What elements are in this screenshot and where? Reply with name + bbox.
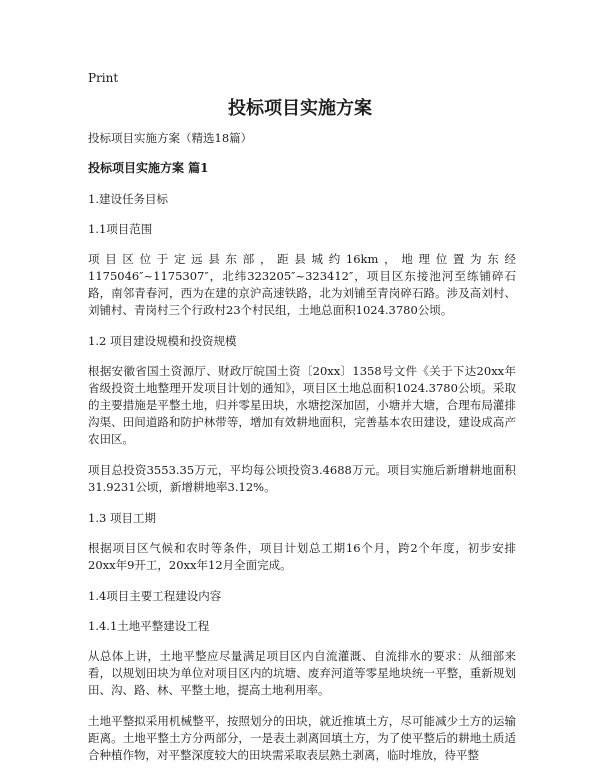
body-paragraph: 从总体上讲，土地平整应尽量满足项目区内自流灌溉、自流排水的要求：从细部来看，以规划田块为单位对项目区内的坑塘、废弃河道等零星地块统一平整，重新规划田、沟、路、林、平整土地，提高土地利用率。 [88,649,516,697]
section-heading: 1.2 项目建设规模和投资规模 [88,334,237,348]
section-heading: 1.建设任务目标 [88,192,168,206]
section-title: 投标项目实施方案 篇1 [88,161,209,175]
section-heading: 1.4.1土地平整建设工程 [88,619,210,633]
section-heading: 1.1项目范围 [88,222,153,236]
document-title: 投标项目实施方案 [228,98,372,119]
section-heading: 投标项目实施方案（精选18篇） [88,131,253,145]
section-heading: 1.3 项目工期 [88,511,156,525]
body-paragraph: 项目区位于定远县东部，距县城约16km，地理位置为东经1175046″~1175307″，北纬323205″~323412″，项目区东接池河至练铺碎石路，南邻青春河，西为在建的京沪高速铁路，北为刘铺至青岗碎石路。涉及高刘村、刘铺村、青岗村三个行政村23个村民组，土地总面积1024.3780公顷。 [88,252,516,317]
body-paragraph: 土地平整拟采用机械整平，按照划分的田块，就近推填土方，尽可能减少土方的运输距离。土地平整土方分两部分，一是表土剥离回填土方，为了使平整后的耕地土质适合种植作物，对平整深度较大的田块需采取表层熟土剥离，临时堆放，待平整 [88,714,516,762]
body-paragraph: 根据安徽省国土资源厅、财政厅皖国土资〔20xx〕1358号文件《关于下达20xx年省级投资土地整理开发项目计划的通知》，项目区土地总面积1024.3780公顷。采取的主要措施是平整土地，归并零星田块，水塘挖深加固，小塘并大塘，合理布局灌排沟渠、田间道路和防护林带等，增加有效耕地面积，完善基本农田建设，建设成高产农田区。 [88,364,516,446]
body-paragraph: 项目总投资3553.35万元，平均每公顷投资3.4688万元。项目实施后新增耕地面积31.9231公顷，新增耕地率3.12%。 [88,463,516,494]
body-paragraph: 根据项目区气候和农时等条件，项目计划总工期16个月，跨2个年度，初步安排20xx年9开工，20xx年12月全面完成。 [88,541,516,572]
section-heading: 1.4项目主要工程建设内容 [88,589,222,603]
print-label: Print [88,71,119,85]
document-body [88,130,516,778]
